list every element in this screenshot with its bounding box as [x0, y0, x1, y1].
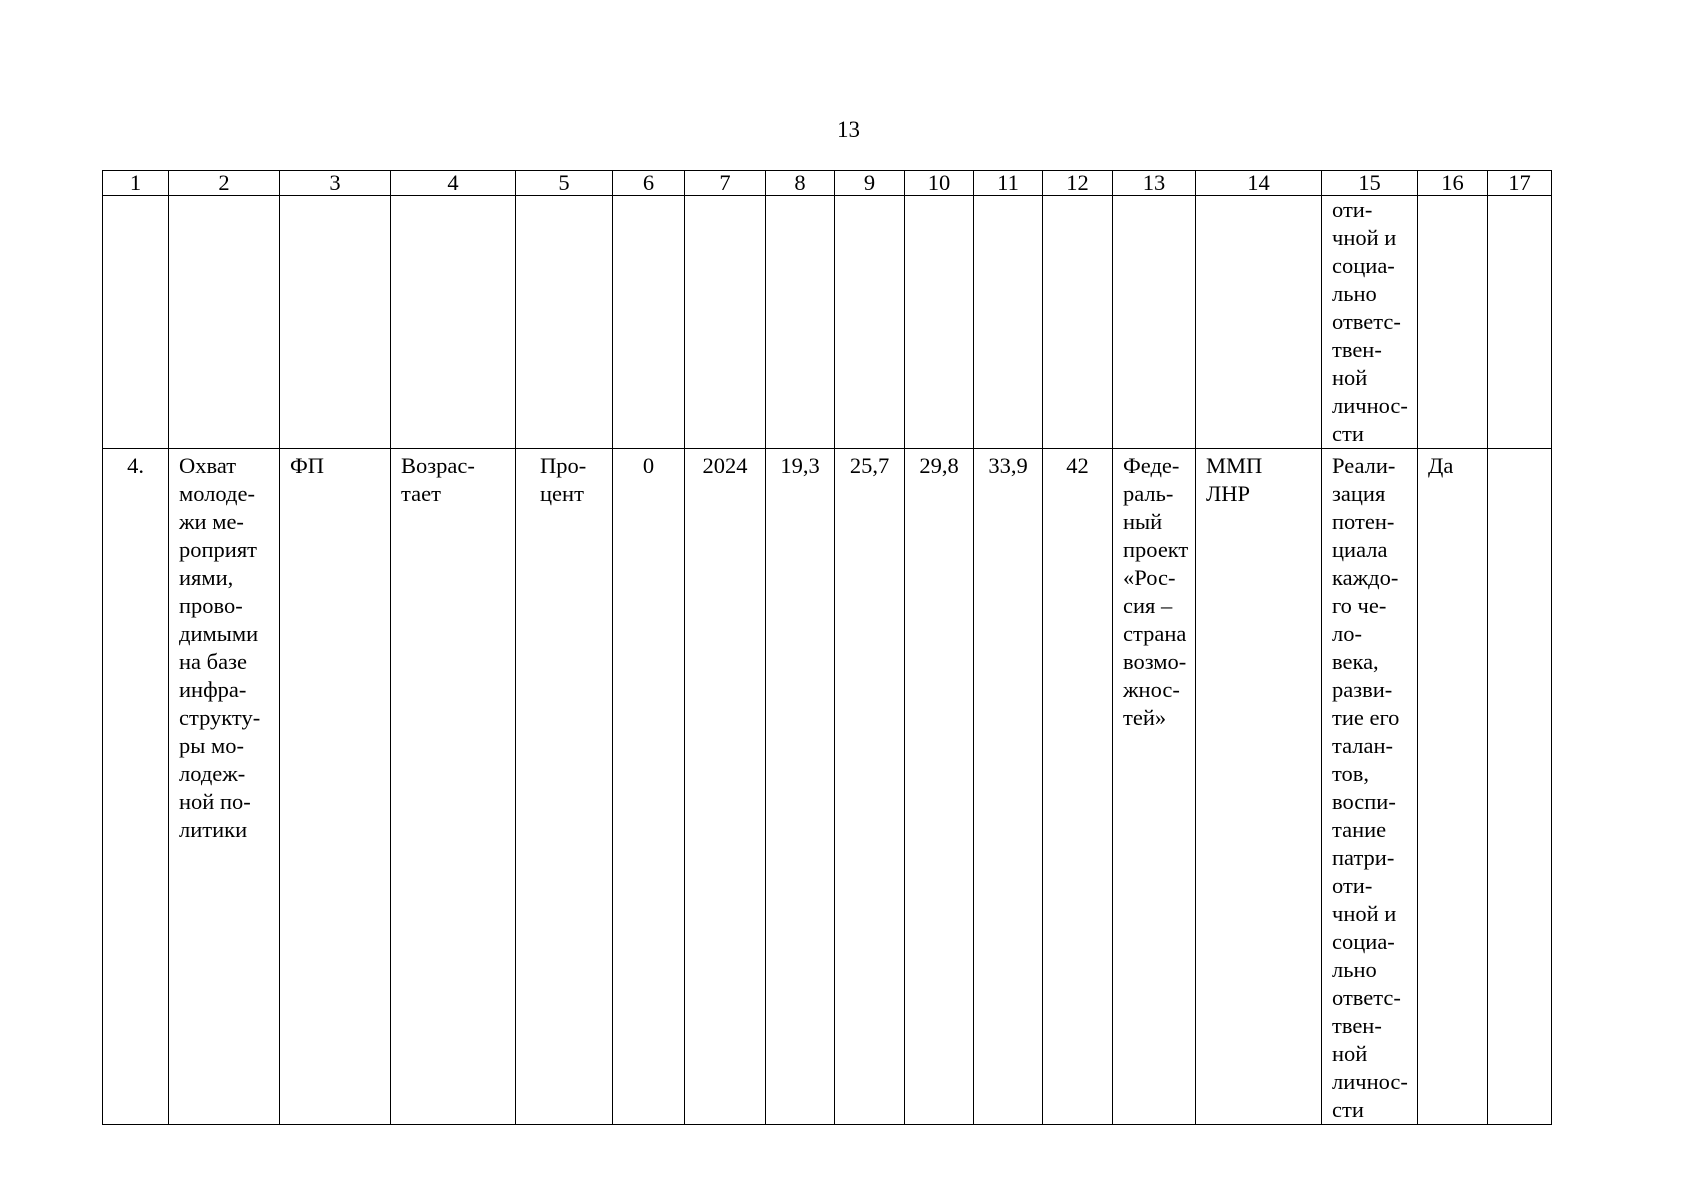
level-cell: ФП — [280, 449, 391, 1125]
cell-line: чной и — [1332, 225, 1397, 250]
cell-line: структу- — [179, 705, 261, 730]
cell-line: тает — [401, 481, 441, 506]
goal-cell-continued — [1322, 196, 1418, 449]
cell-line: личнос- — [1332, 1069, 1408, 1094]
header-cell: 7 — [685, 171, 766, 196]
cell-line: ло- — [1332, 621, 1362, 646]
cell-line: возмо- — [1123, 649, 1187, 674]
cell-line: оти- — [1332, 197, 1373, 222]
table-cell — [391, 196, 516, 449]
table-cell — [685, 196, 766, 449]
header-cell: 10 — [905, 171, 974, 196]
table-cell — [613, 196, 685, 449]
table-cell — [516, 196, 613, 449]
header-cell: 15 — [1322, 171, 1418, 196]
value-cell-10: 29,8 — [905, 449, 974, 1125]
cell-line: Про- — [540, 453, 587, 478]
cell-line: жи ме- — [179, 509, 244, 534]
cell-line: твен- — [1332, 1013, 1382, 1038]
unit-cell — [516, 449, 613, 1125]
cell-line: жнос- — [1123, 677, 1180, 702]
header-cell: 12 — [1043, 171, 1113, 196]
table-cell — [1196, 196, 1322, 449]
trend-cell — [391, 449, 516, 1125]
cell-line: иями, — [179, 565, 234, 590]
col17-cell — [1488, 449, 1552, 1125]
header-cell: 14 — [1196, 171, 1322, 196]
cell-line: тание — [1332, 817, 1387, 842]
cell-line: ной — [1332, 1041, 1368, 1066]
cell-line: раль- — [1123, 481, 1174, 506]
cell-line: Возрас- — [401, 453, 475, 478]
cell-line: твен- — [1332, 337, 1382, 362]
cell-line: на базе — [179, 649, 247, 674]
cell-line: лодеж- — [179, 761, 246, 786]
indicator-name-cell — [169, 449, 280, 1125]
header-cell: 1 — [103, 171, 169, 196]
goal-cell — [1322, 449, 1418, 1125]
responsible-cell — [1196, 449, 1322, 1125]
table-row-continuation — [103, 196, 1552, 449]
header-cell: 13 — [1113, 171, 1196, 196]
cell-line: литики — [179, 817, 248, 842]
table-cell — [1488, 196, 1552, 449]
cell-line: ной по- — [179, 789, 251, 814]
table-cell — [766, 196, 835, 449]
table-cell — [1043, 196, 1113, 449]
cell-line: тов, — [1332, 761, 1370, 786]
row-number-cell: 4. — [103, 449, 169, 1125]
header-cell: 9 — [835, 171, 905, 196]
cell-line: Реали- — [1332, 453, 1396, 478]
value-cell-11: 33,9 — [974, 449, 1043, 1125]
header-cell: 2 — [169, 171, 280, 196]
header-cell: 6 — [613, 171, 685, 196]
table-cell — [280, 196, 391, 449]
cell-line: разви- — [1332, 677, 1393, 702]
cell-line: патри- — [1332, 845, 1395, 870]
cell-line: ответс- — [1332, 309, 1401, 334]
page-number: 13 — [837, 117, 860, 142]
cell-line: потен- — [1332, 509, 1395, 534]
header-cell: 4 — [391, 171, 516, 196]
cell-line: проект — [1123, 537, 1189, 562]
cell-line: циала — [1332, 537, 1388, 562]
cell-line: Феде- — [1123, 453, 1180, 478]
cell-line: инфра- — [179, 677, 247, 702]
indicators-table — [102, 170, 1552, 1125]
table-cell — [1418, 196, 1488, 449]
cell-line: социа- — [1332, 253, 1395, 278]
cell-line: ры мо- — [179, 733, 244, 758]
table-cell — [974, 196, 1043, 449]
header-cell: 8 — [766, 171, 835, 196]
cell-line: льно — [1332, 957, 1377, 982]
cell-line: зация — [1332, 481, 1386, 506]
value-cell-12: 42 — [1043, 449, 1113, 1125]
cell-line: «Рос- — [1123, 565, 1176, 590]
cell-line: талан- — [1332, 733, 1394, 758]
cell-line: ЛНР — [1206, 481, 1251, 506]
base-value-cell: 0 — [613, 449, 685, 1125]
table-cell — [169, 196, 280, 449]
cell-line: ответс- — [1332, 985, 1401, 1010]
cell-line: тей» — [1123, 705, 1167, 730]
value-cell-9: 25,7 — [835, 449, 905, 1125]
table-cell — [835, 196, 905, 449]
cell-line: димыми — [179, 621, 259, 646]
table-cell — [905, 196, 974, 449]
cell-line: оти- — [1332, 873, 1373, 898]
year-cell: 2024 — [685, 449, 766, 1125]
cell-line: сти — [1332, 1097, 1364, 1122]
cell-line: ММП — [1206, 453, 1263, 478]
cell-line: ной — [1332, 365, 1368, 390]
value-cell-8: 19,3 — [766, 449, 835, 1125]
header-row — [103, 171, 1552, 196]
cell-line: века, — [1332, 649, 1379, 674]
cell-line: чной и — [1332, 901, 1397, 926]
cell-line: социа- — [1332, 929, 1395, 954]
cell-line: Охват — [179, 453, 237, 478]
cell-line: льно — [1332, 281, 1377, 306]
cell-line: воспи- — [1332, 789, 1396, 814]
cell-line: каждо- — [1332, 565, 1399, 590]
cell-line: молоде- — [179, 481, 255, 506]
cell-line: го че- — [1332, 593, 1387, 618]
header-cell: 11 — [974, 171, 1043, 196]
cell-line: роприят — [179, 537, 258, 562]
header-cell: 3 — [280, 171, 391, 196]
cell-line: страна — [1123, 621, 1187, 646]
table-cell — [103, 196, 169, 449]
federal-project-cell — [1113, 449, 1196, 1125]
cell-line: сти — [1332, 421, 1364, 446]
cell-line: цент — [540, 481, 584, 506]
table-row-4 — [103, 449, 1552, 1125]
cell-line: личнос- — [1332, 393, 1408, 418]
flag-cell: Да — [1418, 449, 1488, 1125]
cell-line: ный — [1123, 509, 1163, 534]
header-cell: 17 — [1488, 171, 1552, 196]
table-cell — [1113, 196, 1196, 449]
cell-line: сия – — [1123, 593, 1173, 618]
cell-line: прово- — [179, 593, 243, 618]
header-cell: 5 — [516, 171, 613, 196]
header-cell: 16 — [1418, 171, 1488, 196]
cell-line: тие его — [1332, 705, 1400, 730]
